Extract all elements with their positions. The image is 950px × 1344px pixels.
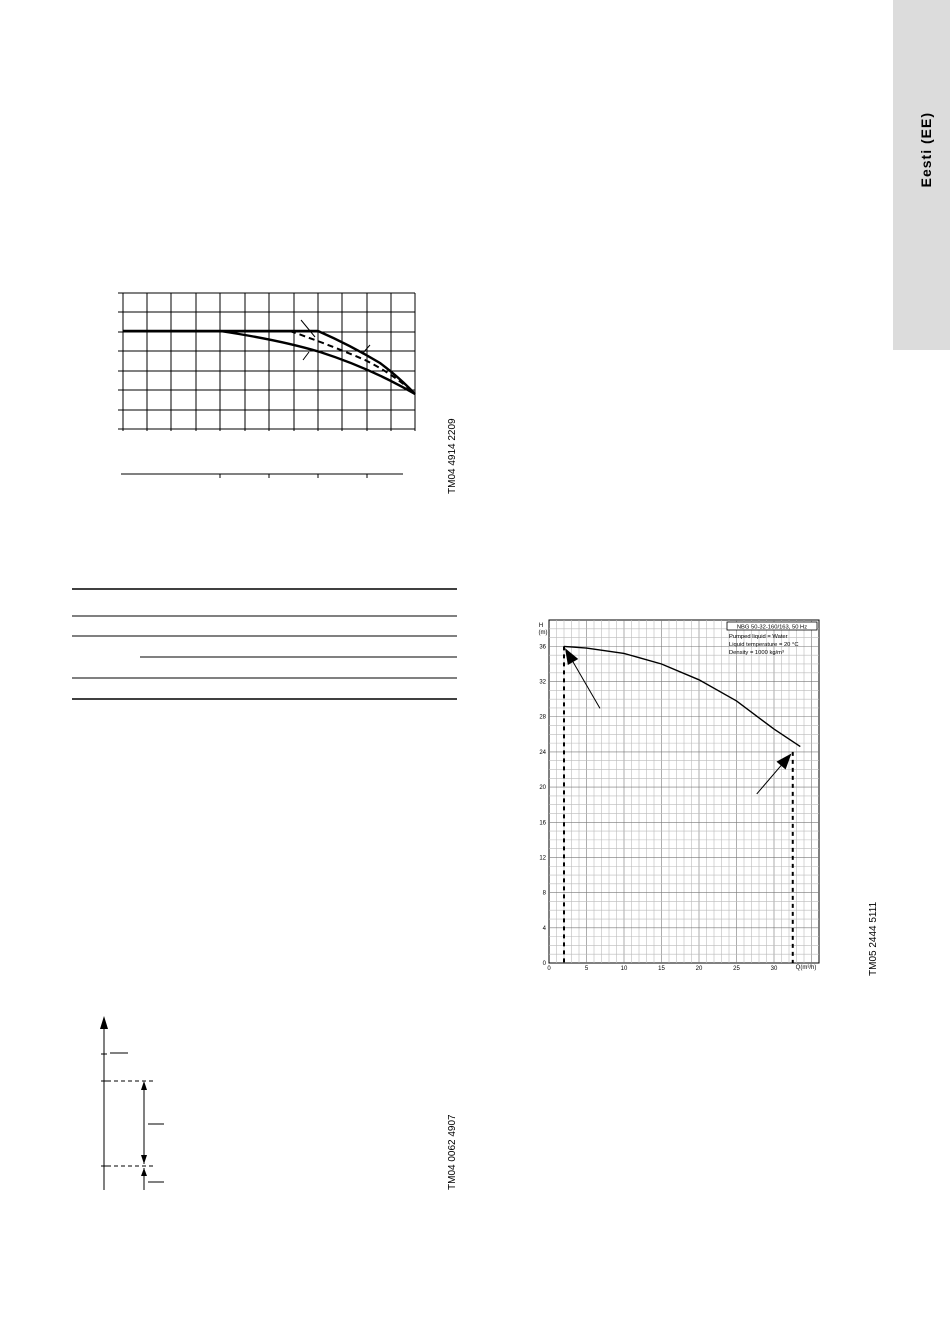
x-tick-label: 30 (770, 966, 778, 972)
y-tick-label: 12 (539, 855, 546, 862)
figure-code-2: TM04 0062 4907 (447, 1114, 458, 1190)
y-tick-label: 36 (539, 644, 546, 651)
x-tick-label: 10 (620, 966, 628, 972)
chart-legend-line-1: Pumped liquid = Water (729, 634, 788, 640)
chart-grid (549, 620, 819, 963)
y-tick-label: 24 (539, 749, 546, 756)
y-tick-label: 20 (539, 785, 546, 792)
x-tick-label: 5 (584, 966, 589, 972)
chart-y-ticks (539, 644, 546, 967)
language-tab-label: Eesti (EE) (918, 112, 934, 188)
x-tick-label: 20 (695, 966, 703, 972)
x-tick-label: 0 (547, 966, 551, 972)
chart-legend-line-2: Liquid temperature = 20 °C (729, 642, 799, 648)
y-tick-label: 0 (542, 961, 546, 967)
y-tick-label: 4 (542, 925, 546, 932)
chart-x-ticks (547, 966, 778, 972)
y-tick-label: 16 (539, 820, 546, 827)
marker-arrow-line (757, 761, 785, 794)
x-tick-label: 25 (733, 966, 740, 972)
chart-x-axis-unit: Q(m³/h) (795, 965, 817, 971)
chart-legend-line-3: Density = 1000 kg/m³ (729, 650, 784, 656)
figure-code-3: TM05 2444 5111 (868, 901, 879, 976)
chart-series-line (564, 646, 800, 746)
y-tick-label: 28 (539, 714, 546, 721)
figure-code-1: TM04 4914 2209 (447, 418, 458, 494)
chart-y-axis-unit: (m) (538, 630, 548, 636)
chart-y-axis-label: H (538, 623, 544, 629)
y-tick-label: 32 (539, 679, 546, 686)
y-tick-label: 8 (542, 890, 546, 897)
chart-legend-title: NBG 50-32-160/163, 50 Hz (736, 624, 808, 631)
chart-legend-box (727, 622, 817, 656)
x-tick-label: 15 (658, 966, 665, 972)
marker-arrow-line (570, 657, 600, 709)
